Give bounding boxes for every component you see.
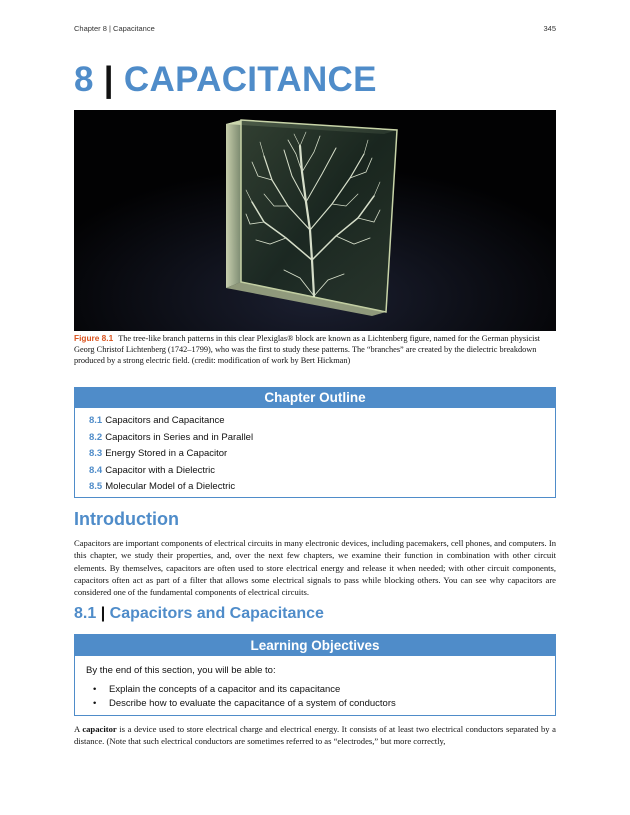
figure-caption bbox=[74, 333, 556, 366]
paragraph-text: is a device used to store electrical charge and electrical energy. It consists of at least two electrical conductors separated by a distance. (Note that such electrical conductors are sometimes referred to as “electrodes,” but more correctly, bbox=[74, 724, 556, 747]
lichtenberg-figure-photo bbox=[74, 110, 556, 331]
outline-item[interactable] bbox=[89, 479, 555, 496]
chapter-title-text: CAPACITANCE bbox=[123, 60, 377, 99]
running-header bbox=[74, 24, 556, 36]
learning-objectives-intro: By the end of this section, you will be able to: bbox=[86, 665, 276, 676]
section-8-1-heading bbox=[74, 603, 324, 625]
outline-item-number: 8.3 bbox=[89, 448, 103, 460]
outline-item[interactable] bbox=[89, 430, 555, 447]
chapter-outline-list bbox=[75, 408, 555, 496]
outline-item-label: Molecular Model of a Dielectric bbox=[105, 481, 236, 493]
outline-item[interactable] bbox=[89, 463, 555, 480]
outline-item-number: 8.1 bbox=[89, 415, 103, 426]
section-heading-separator: | bbox=[100, 605, 106, 622]
page-number: 345 bbox=[543, 24, 556, 33]
chapter-title bbox=[74, 58, 377, 102]
outline-item-number: 8.2 bbox=[89, 431, 103, 443]
learning-objectives-list bbox=[75, 683, 555, 711]
chapter-title-separator: | bbox=[103, 60, 114, 99]
plexiglas-block-illustration bbox=[74, 110, 556, 331]
section-title: Capacitors and Capacitance bbox=[109, 605, 324, 622]
chapter-outline-title: Chapter Outline bbox=[75, 388, 555, 408]
outline-item[interactable] bbox=[89, 446, 555, 463]
learning-objectives-box bbox=[74, 634, 556, 716]
outline-item-label: Capacitor with a Dielectric bbox=[105, 464, 216, 476]
outline-item[interactable] bbox=[89, 413, 555, 430]
figure-caption-text: The tree-like branch patterns in this clear Plexiglas® block are known as a Lichtenberg figure, named for the German physicist Georg Christof Lichtenberg (1742–1799), who was the first to study these patterns. The “branches” are created by the dielectric breakdown produced by a strong electric field. (credit: modification of work by Bert Hickman) bbox=[74, 334, 540, 365]
outline-item-label: Capacitors in Series and in Parallel bbox=[105, 431, 254, 443]
learning-objective-item: • Describe how to evaluate the capacitance of a system of conductors bbox=[109, 697, 555, 711]
outline-item-number: 8.5 bbox=[89, 481, 103, 493]
capacitor-term: capacitor bbox=[82, 724, 117, 734]
chapter-number: 8 bbox=[74, 60, 94, 99]
paragraph-article: A bbox=[74, 724, 83, 734]
outline-item-label: Capacitors and Capacitance bbox=[105, 415, 225, 426]
introduction-paragraph: Capacitors are important components of electrical circuits in many electronic devices, including pacemakers, cell phones, and computers. In this chapter, we study their properties, and, over the next few chapters, we examine their function in combination with other circuit elements. By themselves, capacitors are often used to store electrical energy and release it when needed; with other circuit components, capacitors often act as part of a filter that allows some electrical signals to pass while blocking others. You can see why capacitors are considered one of the fundamental components of electrical circuits. bbox=[74, 538, 556, 598]
chapter-outline-box bbox=[74, 387, 556, 498]
outline-item-label: Energy Stored in a Capacitor bbox=[105, 448, 228, 460]
section-number: 8.1 bbox=[74, 605, 97, 622]
outline-item-number: 8.4 bbox=[89, 464, 103, 476]
capacitor-definition-paragraph bbox=[74, 723, 556, 748]
learning-objective-item: • Explain the concepts of a capacitor and its capacitance bbox=[109, 683, 555, 697]
learning-objectives-title: Learning Objectives bbox=[75, 635, 555, 656]
running-header-chapter: Chapter 8 | Capacitance bbox=[74, 24, 155, 33]
introduction-heading: Introduction bbox=[74, 509, 179, 529]
figure-label: Figure 8.1 bbox=[74, 333, 114, 343]
